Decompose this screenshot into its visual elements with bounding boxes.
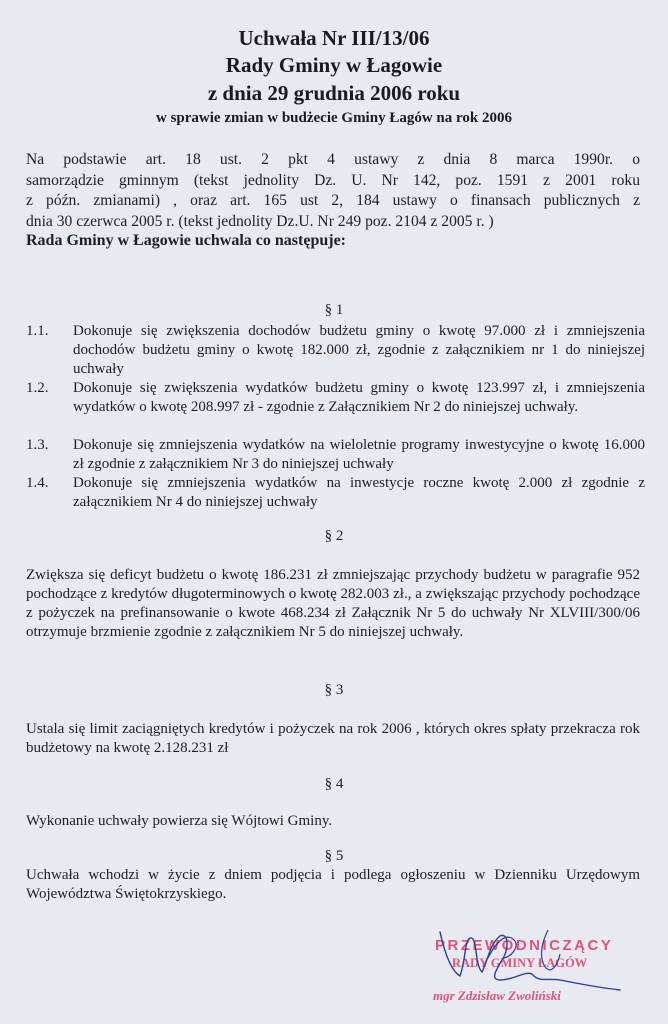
- item-text: Dokonuje się zmniejszenia wydatków na inwestycje roczne kwotę 2.000 zł zgodnie z załącznikiem Nr 4 do niniejszej uchwały: [73, 475, 645, 510]
- preamble-line: dnia 30 czerwca 2005 r. (tekst jednolity Dz.U. Nr 249 poz. 2104 z 2005 r. ): [26, 212, 494, 230]
- section-5-text: Uchwała wchodzi w życie z dniem podjęcia i podlega ogłoszeniu w Dzienniku Urzędowym Województwa Świętokrzyskiego.: [26, 867, 640, 902]
- chairman-stamp: [430, 930, 630, 1020]
- preamble-line: Na podstawie art. 18 ust. 2 pkt 4 ustawy z dnia 8 marca 1990r. o: [26, 151, 640, 168]
- section-4-text: Wykonanie uchwały powierza się Wójtowi Gminy.: [26, 813, 333, 829]
- resolution-number: Uchwała Nr III/13/06: [238, 26, 430, 50]
- preamble: [26, 150, 640, 232]
- item-text: Dokonuje się zwiększenia dochodów budżetu gminy o kwotę 97.000 zł i zmniejszenia dochodów budżetu gminy o kwotę 182.000 zł, zgodnie z załącznikiem nr 1 do niniejszej uchwały: [73, 323, 645, 377]
- section-1-mark: § 1: [324, 302, 344, 318]
- section-3-mark: § 3: [324, 682, 344, 698]
- preamble-line: z późn. zmianami) , oraz art. 165 ust 2, 184 ustawy o finansach publicznych z: [26, 192, 640, 209]
- item-number: 1.4.: [26, 475, 49, 491]
- resolution-subject: w sprawie zmian w budżecie Gminy Łagów na rok 2006: [156, 110, 512, 126]
- section-4-mark: § 4: [324, 776, 344, 792]
- item-number: 1.2.: [26, 380, 49, 396]
- section-2-text: Zwiększa się deficyt budżetu o kwotę 186.231 zł zmniejszając przychody budżetu w paragrafie 952 pochodzące z kredytów długoterminowych o kwotę 282.003 zł., a zwiększając przychody pochodzące z pożyczek na prefinansowanie o kwote 468.234 zł Załącznik Nr 5 do uchwały Nr XLVIII/300/06 otrzymuje brzmienie zgodnie z załącznikiem Nr 5 do niniejszej uchwały.: [26, 567, 640, 640]
- preamble-line: samorządzie gminnym (tekst jednolity Dz. U. Nr 142, poz. 1591 z 2001 roku: [26, 171, 640, 189]
- section-2-mark: § 2: [324, 528, 344, 544]
- resolution-date: z dnia 29 grudnia 2006 roku: [207, 81, 461, 105]
- stamp-title: PRZEWODNICZĄCY: [435, 937, 614, 954]
- item-number: 1.3.: [26, 437, 49, 453]
- section-5-mark: § 5: [324, 848, 344, 864]
- section-3-text: Ustala się limit zaciągniętych kredytów i pożyczek na rok 2006 , których okres spłaty przekracza rok budżetowy na kwotę 2.128.231 zł: [26, 721, 640, 756]
- resolves-statement: Rada Gminy w Łagowie uchwala co następuje:: [26, 232, 347, 249]
- item-number: 1.1.: [26, 323, 49, 339]
- item-text: Dokonuje się zmniejszenia wydatków na wieloletnie programy inwestycyjne o kwotę 16.000 zł zgodnie z załącznikiem Nr 3 do niniejszej uchwały: [73, 437, 645, 472]
- stamp-name: mgr Zdzisław Zwoliński: [433, 988, 561, 1003]
- item-text: Dokonuje się zwiększenia wydatków budżetu gminy o kwotę 123.997 zł, i zmniejszenia wydatków o kwotę 208.997 zł - zgodnie z Załącznikiem Nr 2 do niniejszej uchwały.: [73, 380, 645, 415]
- council-name: Rady Gminy w Łagowie: [225, 53, 443, 77]
- stamp-body: RADY GMINY ŁAGÓW: [452, 956, 588, 970]
